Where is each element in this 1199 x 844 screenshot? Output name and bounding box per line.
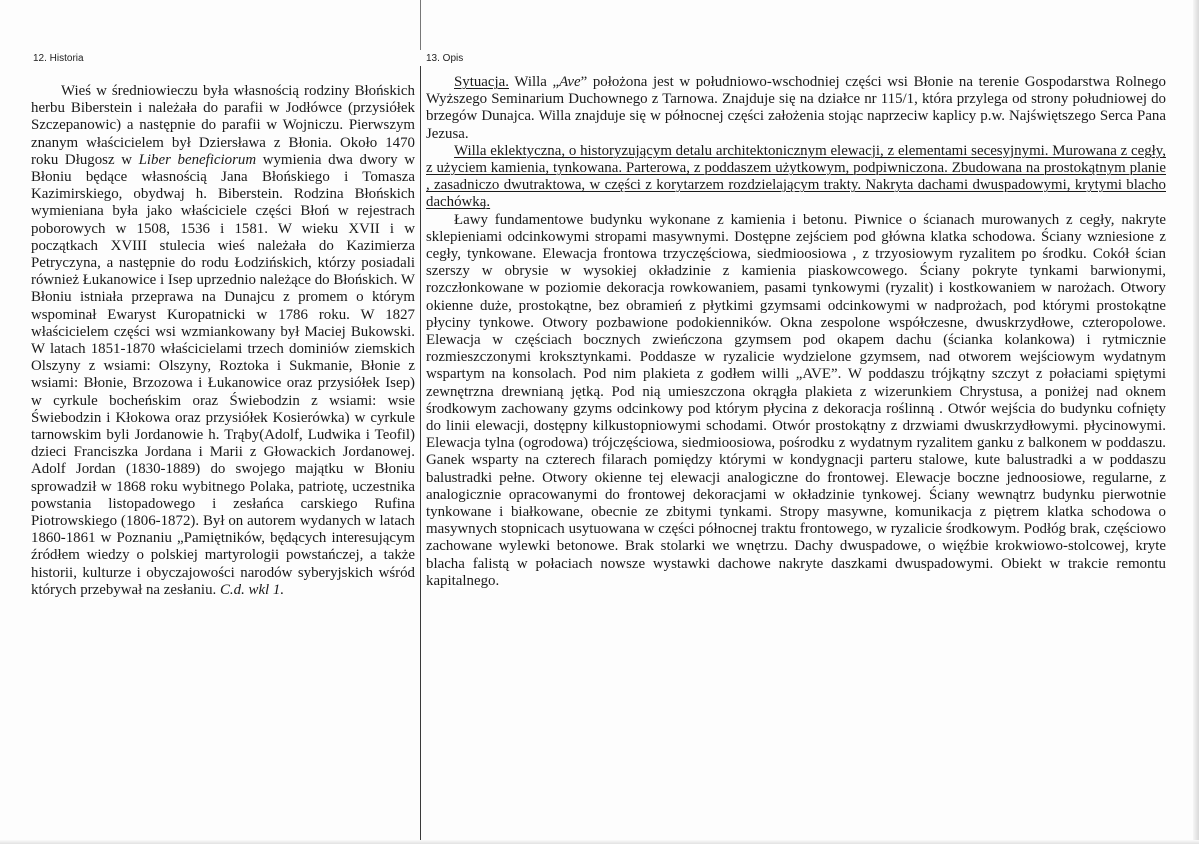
history-text-a: Wieś w średniowieczu była własnością rodziny Błońskich herbu Biberstein i należała do parafii w Jodłówce (przysiółek Szczepanowic) a następnie do parafii w Wojniczu. Pierwszym znanym właścicielem był Dziersława z Błonia. Około 1470 roku Długosz w [31, 83, 415, 168]
situation-paragraph [426, 74, 1166, 143]
summary-paragraph [426, 143, 1166, 212]
scan-edge-right [1193, 0, 1199, 844]
situation-villa-name: Ave [559, 74, 581, 90]
history-paragraph [31, 83, 415, 599]
description-column [426, 74, 1166, 590]
column-divider-top [420, 0, 421, 50]
history-italic-title: Liber beneficiorum [138, 151, 257, 168]
situation-label: Sytuacja. [454, 74, 509, 90]
scan-edge-bottom [0, 840, 1199, 844]
summary-underlined-text: Willa eklektyczna, o historyzującym detalu architektonicznym elewacji, z elementami secesyjnymi. Murowana z cegły, z użyciem kamienia, tynkowana. Parterowa, z poddaszem użytkowym, podpiwniczona. Zbudowana na prostokątnym planie , zasadniczo dwutraktowa, w części z korytarzem rozdzielającym trakty. Nakryta dachami dwuspadowymi, krytymi blacho dachówką. [426, 142, 1166, 211]
description-paragraph: Ławy fundamentowe budynku wykonane z kamienia i betonu. Piwnice o ścianach murowanych z cegły, nakryte sklepieniami odcinkowymi stropami masywnymi. Dostępne zejściem pod główna klatka schodowa. Ściany wzniesione z cegły, tynkowane. Elewacja frontowa trzyczęściowa, siedmioosiowa , z trzyosiowym ryzalitem po środku. Cokół ścian szerszy w obrysie w wysokiej okładzinie z kamienia piaskowcowego. Ściany pokryte tynkami barwionymi, rozczłonkowane w poziomie dekoracja rowkowaniem, pasami tynkowymi (ryzalit) i kostkowaniem w narożach. Otwory okienne duże, prostokątne, bez obramień z płytkimi gzymsami odcinkowymi w nadprożach, pod którymi prostokątne płyciny tynkowe. Otwory pozbawione podokienników. Okna zespolone współczesne, dwuskrzydłowe, czteropolowe. Elewacja w częściach bocznych zwieńczona gzymsem pod okapem dachu (ścianka kolankowa) i rytmicznie rozmieszczonymi kroksztynkami. Poddasze w ryzalicie wydzielone gzymsem, nad otworem wejściowym wydatnym wspartym na konsolach. Pod nim plakieta z godłem willi „AVE”. W poddaszu trójkątny szczyt z połaciami spiętymi zewnętrzna drewnianą jętką. Pod nią umieszczona okrągła plakieta z wizerunkiem Chrystusa, a poniżej nad oknem środkowym zachowany gzyms odcinkowy pod którym płycina z dekoracja roślinną . Otwór wejścia do budynku cofnięty do linii elewacji, dostępny kilkustopniowymi schodami. Otwór prostokątny z drzwiami dwuskrzydłowymi. płycinowymi. Elewacja tylna (ogrodowa) trójczęściowa, siedmioosiowa, pośrodku z wydatnym ryzalitem ganku z balkonem w poddaszu. Ganek wsparty na czterech filarach pomiędzy którymi w kondygnacji parteru stalowe, kute balustradki a w poddaszu balustradki pełne. Otwory okienne tej elewacji analogiczne do frontowej. Elewacje boczne jednoosiowe, regularne, z analogicznie opracowanymi do frontowej dekoracjami w okładzinie tynkowej. Ściany wewnątrz budynku pierwotnie tynkowane i białkowane, obecnie ze zbitymi tynkami. Stropy masywne, komunikacja z piętrem klatka schodowa o masywnych stopnicach usytuowana w części północnej traktu frontowego, w ryzalicie środkowym. Podłóg brak, częściowo zachowane wylewki betonowe. Brak stolarki we wnętrzu. Dachy dwuspadowe, o więźbie krokwiowo-stolcowej, kryte blacha falistą w połaciach nowsze wystawki dachowe nakryte daszkami dwuspadowymi. Obiekt w trakcie remontu kapitalnego. [426, 211, 1166, 589]
section-header-description: 13. Opis [426, 53, 464, 64]
section-header-history: 12. Historia [33, 53, 84, 64]
situation-text-a: Willa „ [509, 74, 560, 90]
situation-text-b: ” położona jest w południowo-wschodniej części wsi Błonie na terenie Gospodarstwa Rolnego Wyższego Seminarium Duchownego z Tarnowa. Znajduje się na działce nr 115/1, która przylega od strony południowej do brzegów Dunajca. Willa znajduje się w północnej części założenia stojąc naprzeciw kaplicy p.w. Najświętszego Serca Pana Jezusa. [426, 74, 1166, 142]
history-continuation-note: C.d. wkl 1. [219, 581, 285, 598]
history-column [31, 83, 415, 599]
history-text-b: wymienia dwa dwory w Błoniu będące własnością Jana Błońskiego i Tomasza Kazimirskiego, obydwaj h. Biberstein. Rodzina Błońskich wymieniana była jako właściciele części Błoń w rejestrach poborowych w 1508, 1536 i 1581. W wieku XVII i w początkach XVIII stulecia wieś należała do Kazimierza Petryczyna, a następnie do rodu Łodzińskich, którzy posiadali również Łukanowice i Isep uprzednio należące do Błońskich. W Błoniu istniała przeprawa na Dunajcu z promem o którym wspominał Ewaryst Kuropatnicki w 1786 roku. W 1827 właścicielem części wsi wzmiankowany był Maciej Bukowski. W latach 1851-1870 właścicielami trzech dominiów ziemskich Olszyny z wsiami: Olszyny, Roztoka i Sukmanie, Błonie z wsiami: Błonie, Brzozowa i Łukanowice oraz przysiółek Isep) w cyrkule bocheńskim oraz Świebodzin z wsiami: wsie Świebodzin i Kłokowa oraz przysiółek Kosierówka) w cyrkule tarnowskim byli Jordanowie h. Trąby(Adolf, Ludwika i Teofil) dzieci Franciszka Jordana i Marii z Głowackich Jordanowej. Adolf Jordan (1830-1889) do swojego majątku w Błoniu sprowadził w 1868 roku wybitnego Polaka, patriotę, uczestnika powstania listopadowego i zesłańca carskiego Rufina Piotrowskiego (1806-1872). Był on autorem wydanych w latach 1860-1861 w Poznaniu „Pamiętników, będących interesującym źródłem wiedzy o polskiej martyrologii powstańczej, a także historii, kulturze i obyczajowości narodów syberyjskich wśród których przebywał na zesłaniu. [31, 151, 415, 598]
column-divider [420, 66, 421, 844]
